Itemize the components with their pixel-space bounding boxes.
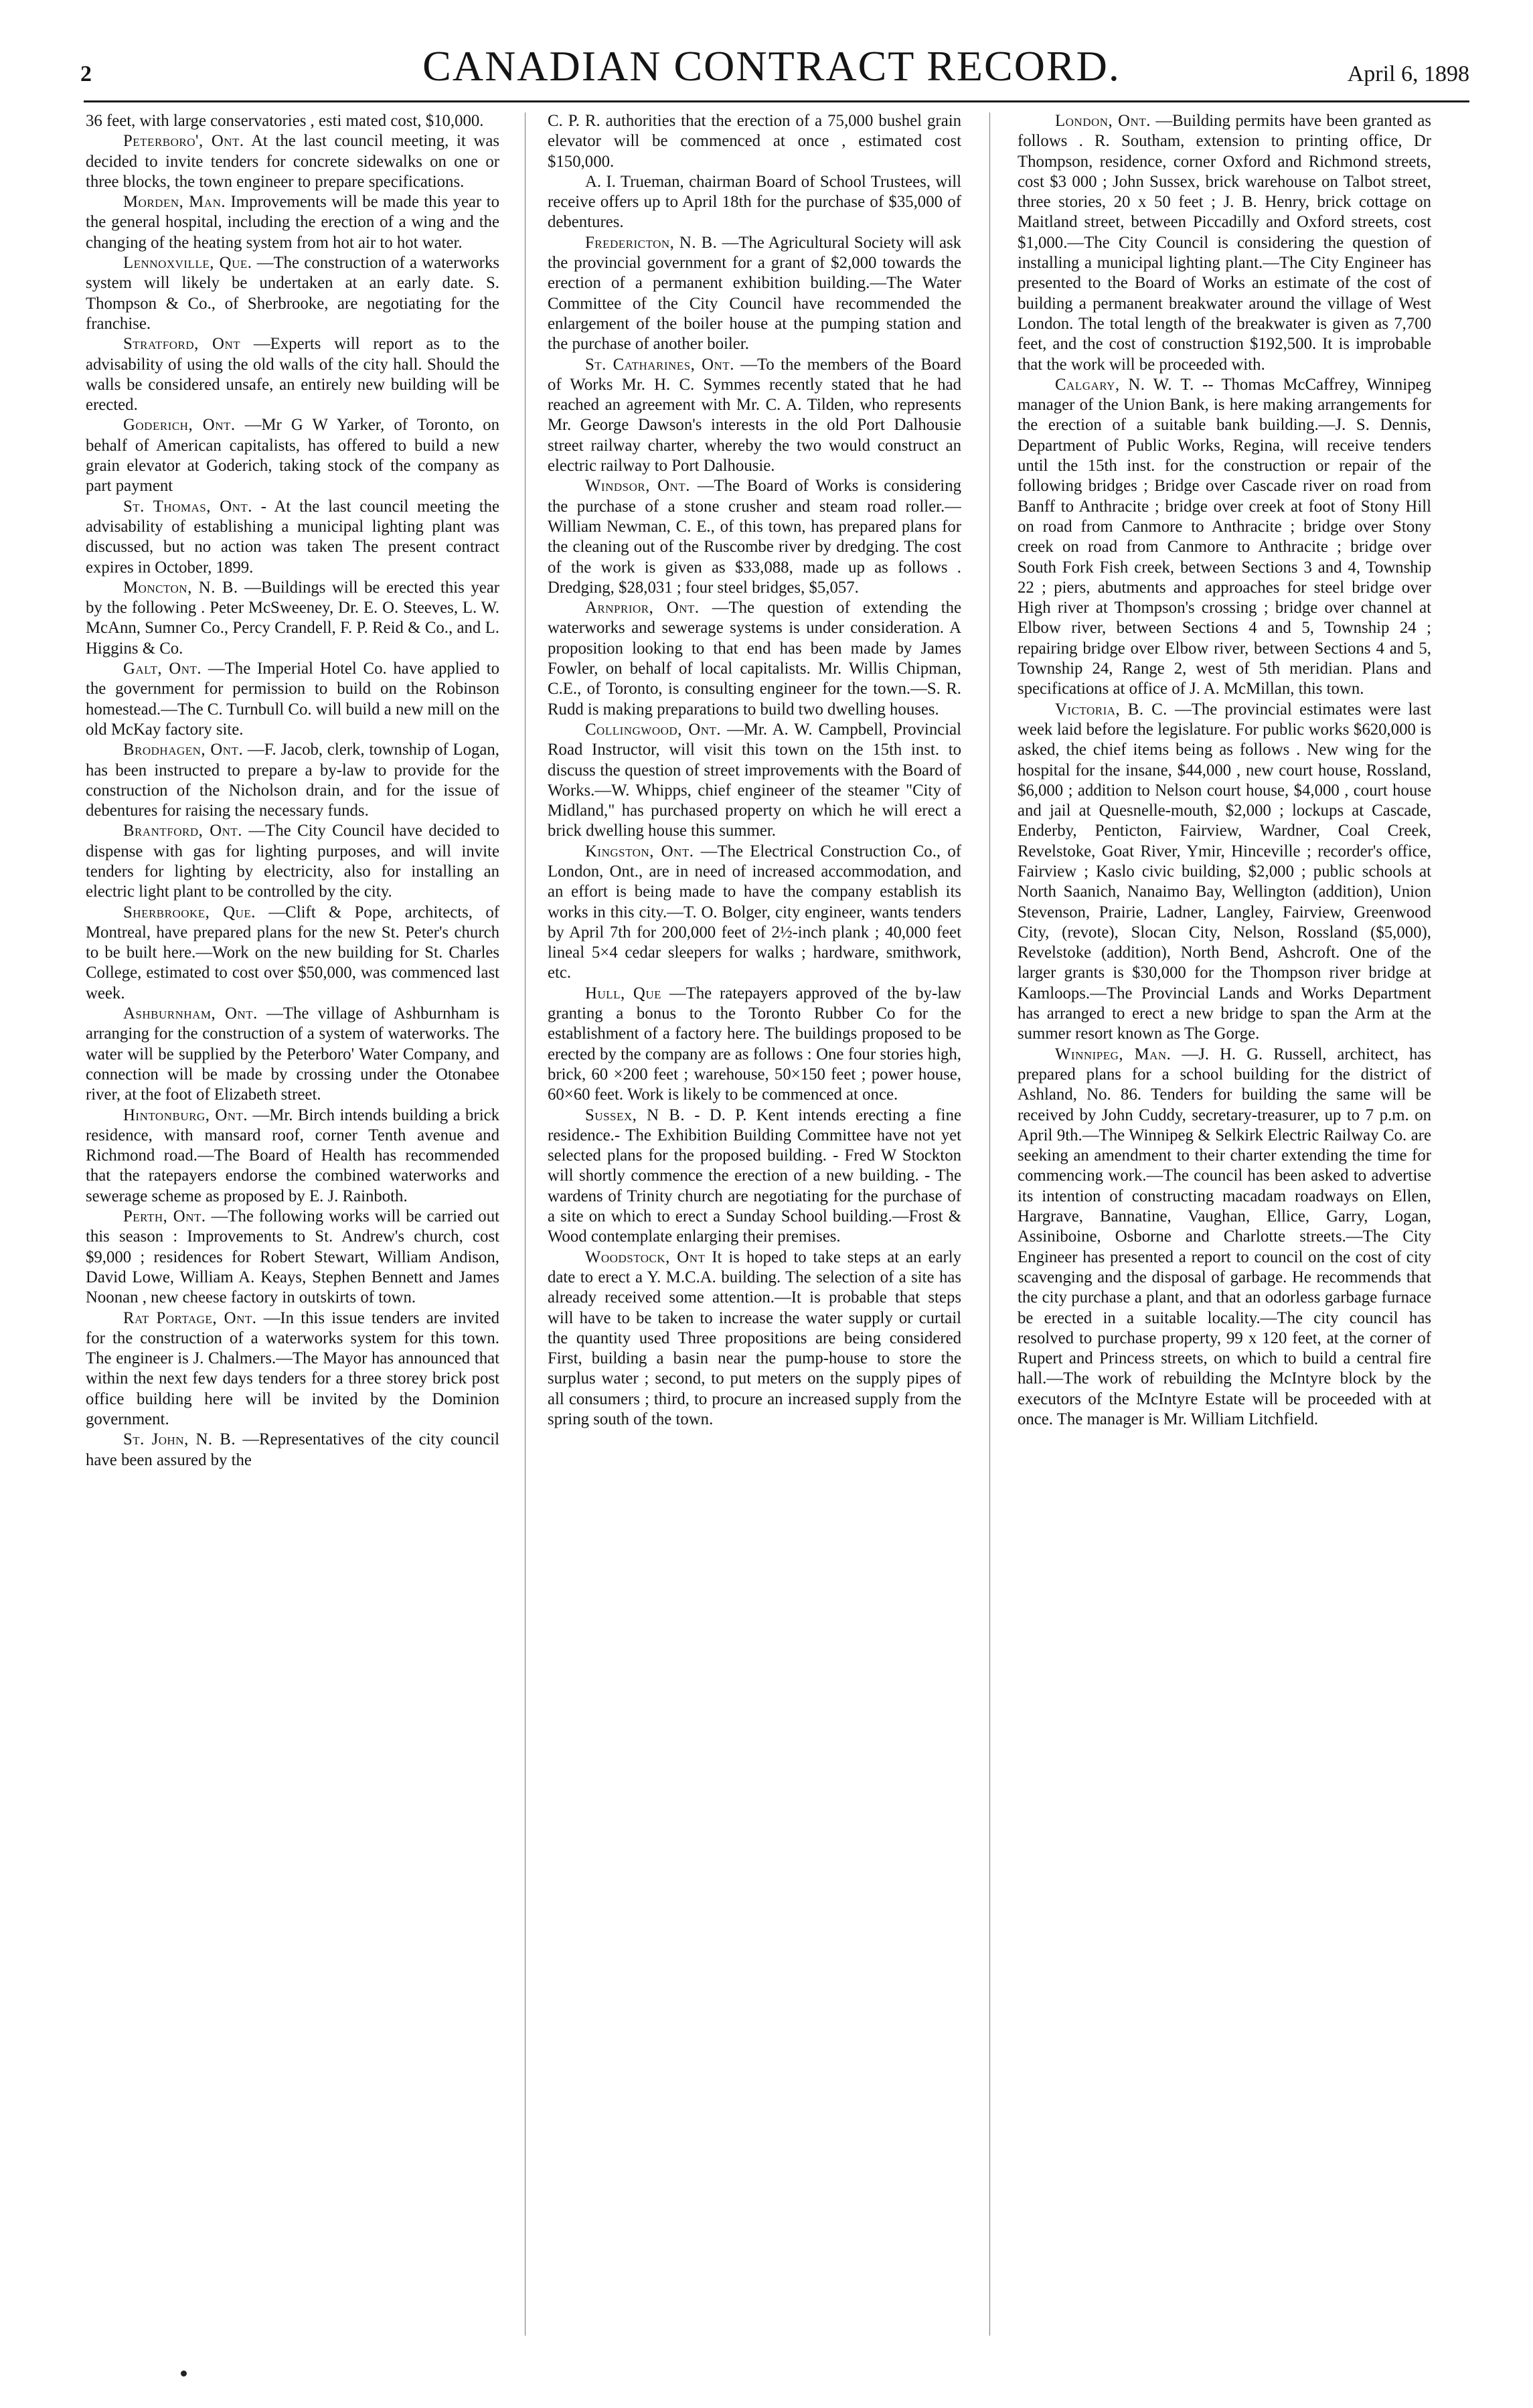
item-text: —The ratepayers approved of the by-law granting a bonus to the Toronto Rubber Co for the establishment of a factory here. The buildings proposed to be erected by the company are as follows : One four stories high, brick, 60 ×200 feet ; warehouse, 50×150 feet ; power house, 60×60 feet. Work is likely to be commenced at once. [548,984,961,1104]
news-item [86,740,499,821]
item-text: Improvements will be made this year to the general hospital, including the erection of a wing and the changing of the heating system from hot air to hot water. [86,193,499,252]
news-item [548,355,961,477]
item-text: A. I. Trueman, chairman Board of School Trustees, will receive offers up to April 18th for the purchase of $35,000 of debentures. [548,172,961,232]
printer-mark [181,2371,187,2377]
news-item [548,1106,961,1248]
item-text: —The City Council have decided to dispense with gas for lighting purposes, and will invite tenders for lighting by electricity, also for installing an electric light plant to be controlled by the city. [86,822,499,901]
news-item [548,720,961,842]
item-location: Fredericton, N. B. [585,233,718,252]
news-item [86,111,499,131]
publication-title: CANADIAN CONTRACT RECORD. [422,42,1121,90]
item-text: —Buildings will be erected this year by the following . Peter McSweeney, Dr. E. O. Steeves, L. W. McAnn, Sumner Co., Percy Crandell, F. P. Reid & Co., and L. Higgins & Co. [86,578,499,658]
news-item [86,1430,499,1471]
item-text: At the last council meeting, it was decided to invite tenders for concrete sidewalks on one or three blocks, the town engineer to prepare specifications. [86,132,499,191]
news-item [548,172,961,233]
item-location: Woodstock, Ont [585,1248,706,1266]
item-text: - D. P. Kent intends erecting a fine residence.- The Exhibition Building Committee have not yet selected plans for the proposed building. - Fred W Stockton will shortly commence the erection of a new building. - The wardens of Trinity church are negotiating for the purchase of a site on which to erect a Sunday School building.—Frost & Wood contemplate enlarging their premises. [548,1106,961,1246]
column-1 [86,111,499,2341]
item-text: —The Agricultural Society will ask the provincial government for a grant of $2,000 towards the erection of a permanent exhibition building.—The Water Committee of the City Council have recommended the enlargement of the boiler house at the pumping station and the purchase of another boiler. [548,233,961,354]
news-item [1018,1045,1431,1430]
item-text: —F. Jacob, clerk, township of Logan, has been instructed to prepare a by-law to provide for the construction of the Nicholson drain, and for the issue of debentures for raising the necessary funds. [86,741,499,820]
item-text: C. P. R. authorities that the erection of a 75,000 bushel grain elevator will be commenced at once , estimated cost $150,000. [548,112,961,171]
news-item [86,1308,499,1430]
item-location: Galt, Ont. [123,660,202,678]
item-location: St. Thomas, Ont. [123,497,252,516]
item-location: Sherbrooke, Que. [123,903,256,921]
item-text: —The construction of a waterworks system will likely be undertaken at an early date. S. Thompson & Co., of Sherbrooke, are negotiating for the franchise. [86,254,499,333]
news-item [548,842,961,984]
news-item [86,192,499,253]
item-location: Windsor, Ont. [585,477,690,496]
item-location: Morden, Man. [123,193,226,212]
issue-date: April 6, 1898 [1347,62,1469,86]
news-item [1018,111,1431,375]
item-location: Goderich, Ont. [123,416,236,435]
page-number: 2 [80,62,92,86]
news-item [548,984,961,1106]
news-item [86,131,499,192]
item-location: Hull, Que [585,984,662,1002]
item-location: Collingwood, Ont. [585,720,722,739]
item-text: —Clift & Pope, architects, of Montreal, have prepared plans for the new St. Peter's church to be built here.—Work on the new building for St. Charles College, estimated to cost over $50,000, was commenced last week. [86,903,499,1002]
news-item [86,1106,499,1207]
news-item [86,1207,499,1308]
news-item [86,821,499,902]
item-location: Brantford, Ont. [123,822,242,840]
item-text: —Experts will report as to the advisability of using the old walls of the city hall. Should the walls be considered unsafe, an entirely new building will be erected. [86,335,499,415]
item-location: Hintonburg, Ont. [123,1106,248,1124]
header-rule [84,100,1469,102]
item-text: It is hoped to take steps at an early date to erect a Y. M.C.A. building. The selection of a site has already received some attention.—It is probable that steps will have to be taken to increase the water supply or curtail the quantity used Three propositions are being considered First, building a basin near the pump-house to store the surplus water ; second, to put meters on the supply pipes of all consumers ; third, to procure an increased supply from the spring south of the town. [548,1248,961,1428]
item-location: Kingston, Ont. [585,842,694,860]
news-item [86,578,499,659]
news-item [548,598,961,720]
item-location: Lennoxville, Que. [123,254,252,273]
item-location: St. Catharines, Ont. [585,355,734,374]
item-location: Ashburnham, Ont. [123,1004,258,1023]
page-header [74,42,1469,91]
item-text: —The provincial estimates were last week laid before the legislature. For public works $620,000 is asked, the chief items being as follows . New wing for the hospital for the insane, $44,000 , new court house, Rossland, $6,000 ; addition to Nelson court house, $4,000 , court house and jail at Quesnelle-mouth, $2,000 ; lockups at Cascade, Enderby, Penticton, Fairview, Wardner, Coal Creek, Revelstoke, Goat River, Ymir, Hinceville ; recorder's office, Fairview ; Kaslo civic building, $2,000 ; public schools at North Saanich, Nanaimo Bay, Wellington (addition), Union Stevenson, Prairie, Ladner, Langley, Fairview, Greenwood City, (revote), Slocan City, Nelson, Rossland ($5,000), Revelstoke (addition), North Bend, Ashcroft. One of the larger grants is $30,000 for the Thompson river bridge at Kamloops.—The Provincial Lands and Works Department has arranged to erect a new bridge to span the Arm at the summer resort known as The Gorge. [1018,700,1431,1043]
column-divider [989,112,990,2336]
item-text: —In this issue tenders are invited for the construction of a waterworks system for this town. The engineer is J. Chalmers.—The Mayor has announced that within the next few days tenders for a three storey brick post office building here will be invited by the Dominion government. [86,1308,499,1428]
item-text: —To the members of the Board of Works Mr. H. C. Symmes recently stated that he had reached an agreement with Mr. C. A. Tilden, who represents Mr. George Dawson's interests in the old Port Dalhousie street railway charter, whereby the two would construct an electric railway to Port Dalhousie. [548,355,961,475]
item-location: Rat Portage, Ont. [123,1308,257,1327]
news-item [86,415,499,496]
news-item [86,659,499,740]
news-item [548,233,961,355]
item-location: Moncton, N. B. [123,578,238,597]
column-3 [1018,111,1431,2341]
item-text: —Mr. A. W. Campbell, Provincial Road Instructor, will visit this town on the 15th inst. to discuss the question of street improvements with the Board of Works.—W. Whipps, chief engineer of the steamer "City of Midland," has purchased property on which he will erect a brick dwelling house this summer. [548,720,961,840]
item-text: —The Electrical Construction Co., of London, Ont., are in need of increased accommodation, and an effort is being made to have the company establish its works in this city.—T. O. Bolger, city engineer, wants tenders by April 7th for 200,000 feet of 2½-inch plank ; 40,000 feet lineal 5×4 cedar sleepers for walks ; hardware, smithwork, etc. [548,842,961,982]
item-text: 36 feet, with large conservatories , esti mated cost, $10,000. [86,112,484,130]
news-item [86,1004,499,1105]
item-text: —Representatives of the city council have been assured by the [86,1430,499,1469]
item-text: - At the last council meeting the advisability of establishing a municipal lighting plant was discussed, but no action was taken The present contract expires in October, 1899. [86,497,499,577]
item-text: —The Imperial Hotel Co. have applied to the government for permission to build on the Robinson homestead.—The C. Turnbull Co. will build a new mill on the old McKay factory site. [86,660,499,739]
news-item [86,253,499,334]
item-text: —The village of Ashburnham is arranging for the construction of a system of waterworks. The water will be supplied by the Peterboro' Water Company, and connection will be made by crossing under the Otonabee river, at the foot of Elizabeth street. [86,1004,499,1104]
item-text: —The following works will be carried out this season : Improvements to St. Andrew's church, cost $9,000 ; residences for Robert Stewart, William Andison, David Lowe, William A. Keays, Stephen Bennett and James Noonan , new cheese factory in outskirts of town. [86,1207,499,1307]
news-item [1018,375,1431,700]
news-item [86,334,499,415]
item-location: Stratford, Ont [123,335,241,354]
news-item [548,476,961,598]
item-text: —Mr G W Yarker, of Toronto, on behalf of American capitalists, has offered to build a new grain elevator at Goderich, taking stock of the company as part payment [86,416,499,496]
item-location: Calgary, N. W. T. [1055,375,1194,394]
item-text: -- Thomas McCaffrey, Winnipeg manager of the Union Bank, is here making arrangements for the erection of a suitable bank building.—J. S. Dennis, Department of Public Works, Regina, will receive tenders until the 15th inst. for the construction or repair of the following bridges ; Bridge over Cascade river on road from Banff to Anthracite ; bridge over creek at foot of Stony Hill on road from Canmore to Anthracite ; bridge over Stony creek on road from Canmore to Anthracite ; bridge over South Fork Fish creek, between Sections 3 and 4, Township 22 ; piers, abutments and approaches for steel bridge over High river at Thompson's crossing ; bridge over channel at Elbow river, between Sections 4 and 5, Township 24 ; repairing bridge over Elbow river, between Sections 4 and 5, Township 24, Range 2, west of 5th meridian. Plans and specifications at office of J. A. McMillan, this town. [1018,375,1431,698]
item-location: Perth, Ont. [123,1207,206,1226]
item-text: —The question of extending the waterworks and sewerage systems is under consideration. A proposition looking to that end has been made by James Fowler, on behalf of local capitalists. Mr. Willis Chipman, C.E., of Toronto, is consulting engineer for the town.—S. R. Rudd is making preparations to build two dwelling houses. [548,599,961,719]
item-text: —Building permits have been granted as follows . R. Southam, extension to printing office, Dr Thompson, residence, corner Oxford and Richmond streets, cost $3 000 ; John Sussex, brick warehouse on Talbot street, three stories, 20 x 50 feet ; J. B. Henry, brick cottage on Maitland street, between Piccadilly and Oxford streets, cost $1,000.—The City Council is considering the question of installing a municipal lighting plant.—The City Engineer has presented to the Board of Works an estimate of the cost of building a permanent breakwater around the village of West London. The total length of the breakwater is given as 7,700 feet, and the cost of construction $192,500. It is improbable that the work will be proceeded with. [1018,112,1431,374]
item-location: Brodhagen, Ont. [123,741,244,759]
item-location: Victoria, B. C. [1055,700,1167,719]
news-item [86,497,499,578]
column-2 [548,111,961,2341]
item-location: Sussex, N B. [585,1106,685,1124]
news-item [1018,700,1431,1045]
item-location: Peterboro', Ont. [123,132,244,151]
item-text: —Mr. Birch intends building a brick residence, with mansard roof, corner Tenth avenue and Richmond road.—The Board of Health has recommended that the ratepayers endorse the combined waterworks and sewerage scheme as proposed by E. J. Rainboth. [86,1106,499,1205]
item-location: St. John, N. B. [123,1430,236,1449]
column-divider [525,112,526,2336]
news-item [548,1248,961,1430]
news-item [548,111,961,172]
item-location: London, Ont. [1055,112,1151,130]
item-text: —The Board of Works is considering the purchase of a stone crusher and steam road roller.—William Newman, C. E., of this town, has prepared plans for the cleaning out of the Ruscombe river by dredging. The cost of the work is given as $33,088, made up as follows . Dredging, $28,031 ; four steel bridges, $5,057. [548,477,961,597]
item-location: Winnipeg, Man. [1055,1045,1172,1063]
item-location: Arnprior, Ont. [585,599,700,617]
news-item [86,903,499,1004]
item-text: —J. H. G. Russell, architect, has prepared plans for a school building for the district of Ashland, No. 86. Tenders for building the same will be received by John Cuddy, secretary-treasurer, up to 7 p.m. on April 9th.—The Winnipeg & Selkirk Electric Railway Co. are seeking an amendment to their charter extending the time for commencing work.—The council has been asked to advertise its intention of constructing macadam roadways on Ellen, Hargrave, Bannatine, Vaughan, Ellice, Garry, Logan, Assiniboine, Osborne and Charlotte streets.—The City Engineer has presented a report to council on the cost of city scavenging and the disposal of garbage. He recommends that the city purchase a plant, and that an odorless garbage furnace be erected in a suitable locality.—The city council has resolved to purchase property, 99 x 120 feet, at the corner of Rupert and Princess streets, on which to build a central fire hall.—The work of rebuilding the McIntyre block by the executors of the McIntyre Estate will be proceeded with at once. The manager is Mr. William Litchfield. [1018,1045,1431,1428]
